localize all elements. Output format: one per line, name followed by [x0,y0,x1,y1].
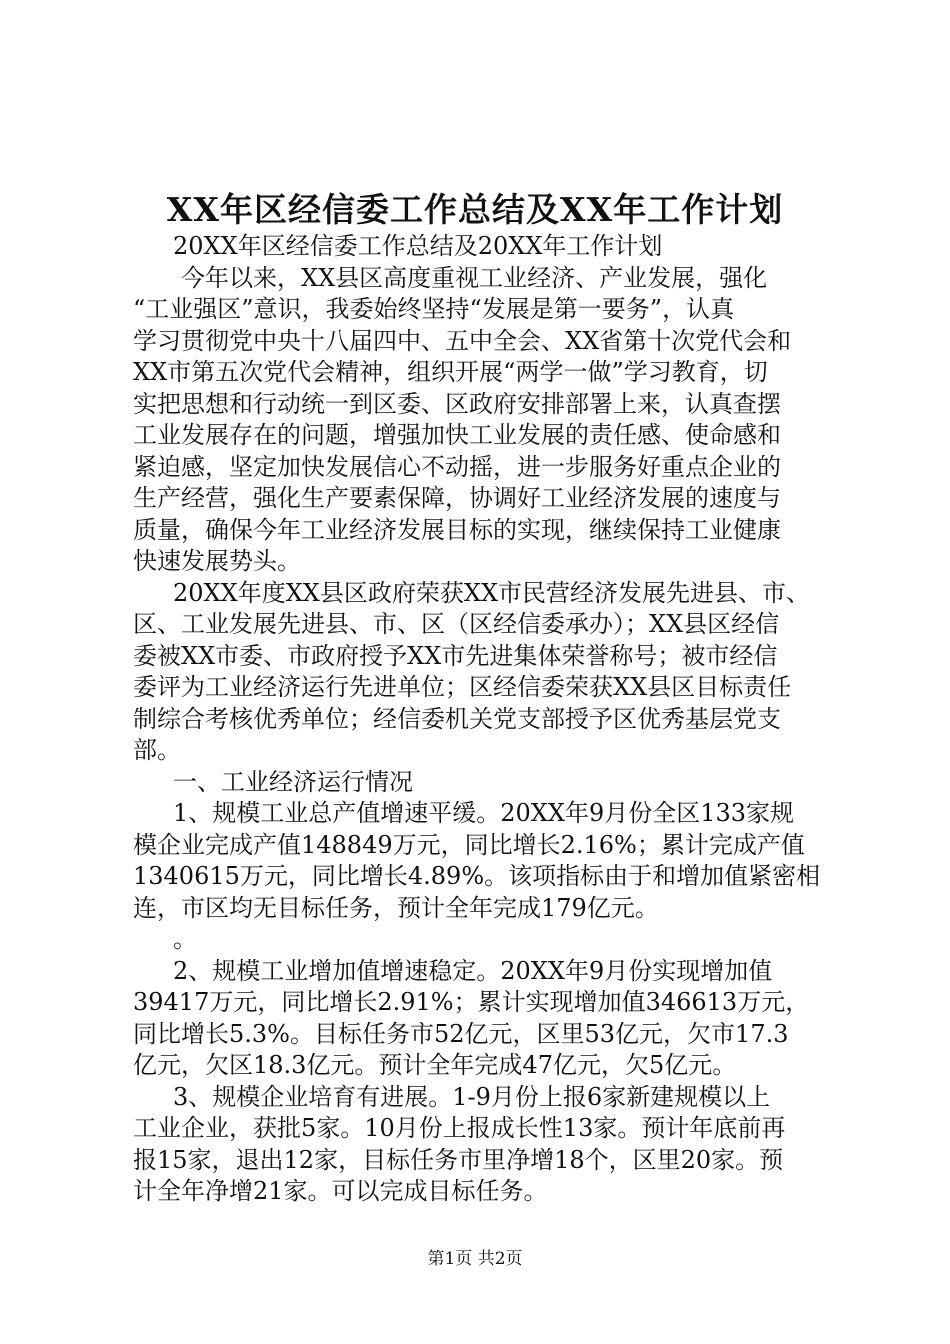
paragraph-line: 1340615万元，同比增长4.89%。该项指标由于和增加值紧密相 [133,862,821,890]
paragraph-line: 区、工业发展先进县、市、区（区经信委承办）；XX县区经信 [133,610,780,638]
paragraph-line: 委评为工业经济运行先进单位；区经信委荣获XX县区目标责任 [133,673,792,701]
paragraph-line: 1、规模工业总产值增速平缓。20XX年9月份全区133家规 [173,799,795,827]
paragraph-line: 工业发展存在的问题，增强加快工业发展的责任感、使命感和 [133,421,781,449]
paragraph-line: 39417万元，同比增长2.91%；累计实现增加值346613万元， [133,988,810,1016]
paragraph-line: 学习贯彻党中央十八届四中、五中全会、XX省第十次党代会和 [133,326,792,355]
document-title: XX年区经信委工作总结及XX年工作计划 [166,190,784,229]
paragraph-line: 部。 [133,736,181,764]
paragraph-line: “工业强区”意识，我委始终坚持“发展是第一要务”，认真 [133,295,735,323]
subtitle-line: 20XX年区经信委工作总结及20XX年工作计划 [173,232,663,260]
paragraph-line: 质量，确保今年工业经济发展目标的实现，继续保持工业健康 [133,515,781,544]
paragraph-line: 今年以来，XX县区高度重视工业经济、产业发展，强化 [181,263,768,292]
paragraph-line: 报15家，退出12家，目标任务市里净增18个，区里20家。预 [133,1145,784,1174]
paragraph-line: 计全年净增21家。可以完成目标任务。 [133,1177,548,1205]
paragraph-line: 20XX年度XX县区政府荣获XX市民营经济发展先进县、市、 [173,578,811,607]
paragraph-line: 连，市区均无目标任务，预计全年完成179亿元。 [133,893,659,922]
paragraph-line: 生产经营，强化生产要素保障，协调好工业经济发展的速度与 [133,484,781,512]
paragraph-line: 工业企业，获批5家。10月份上报成长性13家。预计年底前再 [133,1114,786,1142]
page-footer: 第1页 共2页 [427,1249,523,1269]
document-body [133,231,833,1208]
paragraph-line: 实把思想和行动统一到区委、区政府安排部署上来，认真查摆 [133,389,781,418]
paragraph-line: 模企业完成产值148849万元，同比增长2.16%；累计完成产值 [133,830,805,859]
paragraph-line: XX市第五次党代会精神，组织开展“两学一做”学习教育，切 [133,358,768,386]
paragraph-line: 制综合考核优秀单位；经信委机关党支部授予区优秀基层党支 [133,704,781,733]
section-heading: 一、工业经济运行情况 [173,767,413,796]
paragraph-line: 同比增长5.3%。目标任务市52亿元，区里53亿元，欠市17.3 [133,1019,789,1048]
paragraph-line: 2、规模工业增加值增速稳定。20XX年9月份实现增加值 [173,956,773,985]
paragraph-line: 紧迫感，坚定加快发展信心不动摇，进一步服务好重点企业的 [133,452,781,481]
paragraph-line: 快速发展势头。 [133,547,301,575]
paragraph-line: 3、规模企业培育有进展。1-9月份上报6家新建规模以上 [173,1082,771,1111]
paragraph-line: 委被XX市委、市政府授予XX市先进集体荣誉称号；被市经信 [133,641,778,670]
paragraph-line: 。 [173,925,197,953]
paragraph-line: 亿元，欠区18.3亿元。预计全年完成47亿元，欠5亿元。 [133,1051,737,1079]
